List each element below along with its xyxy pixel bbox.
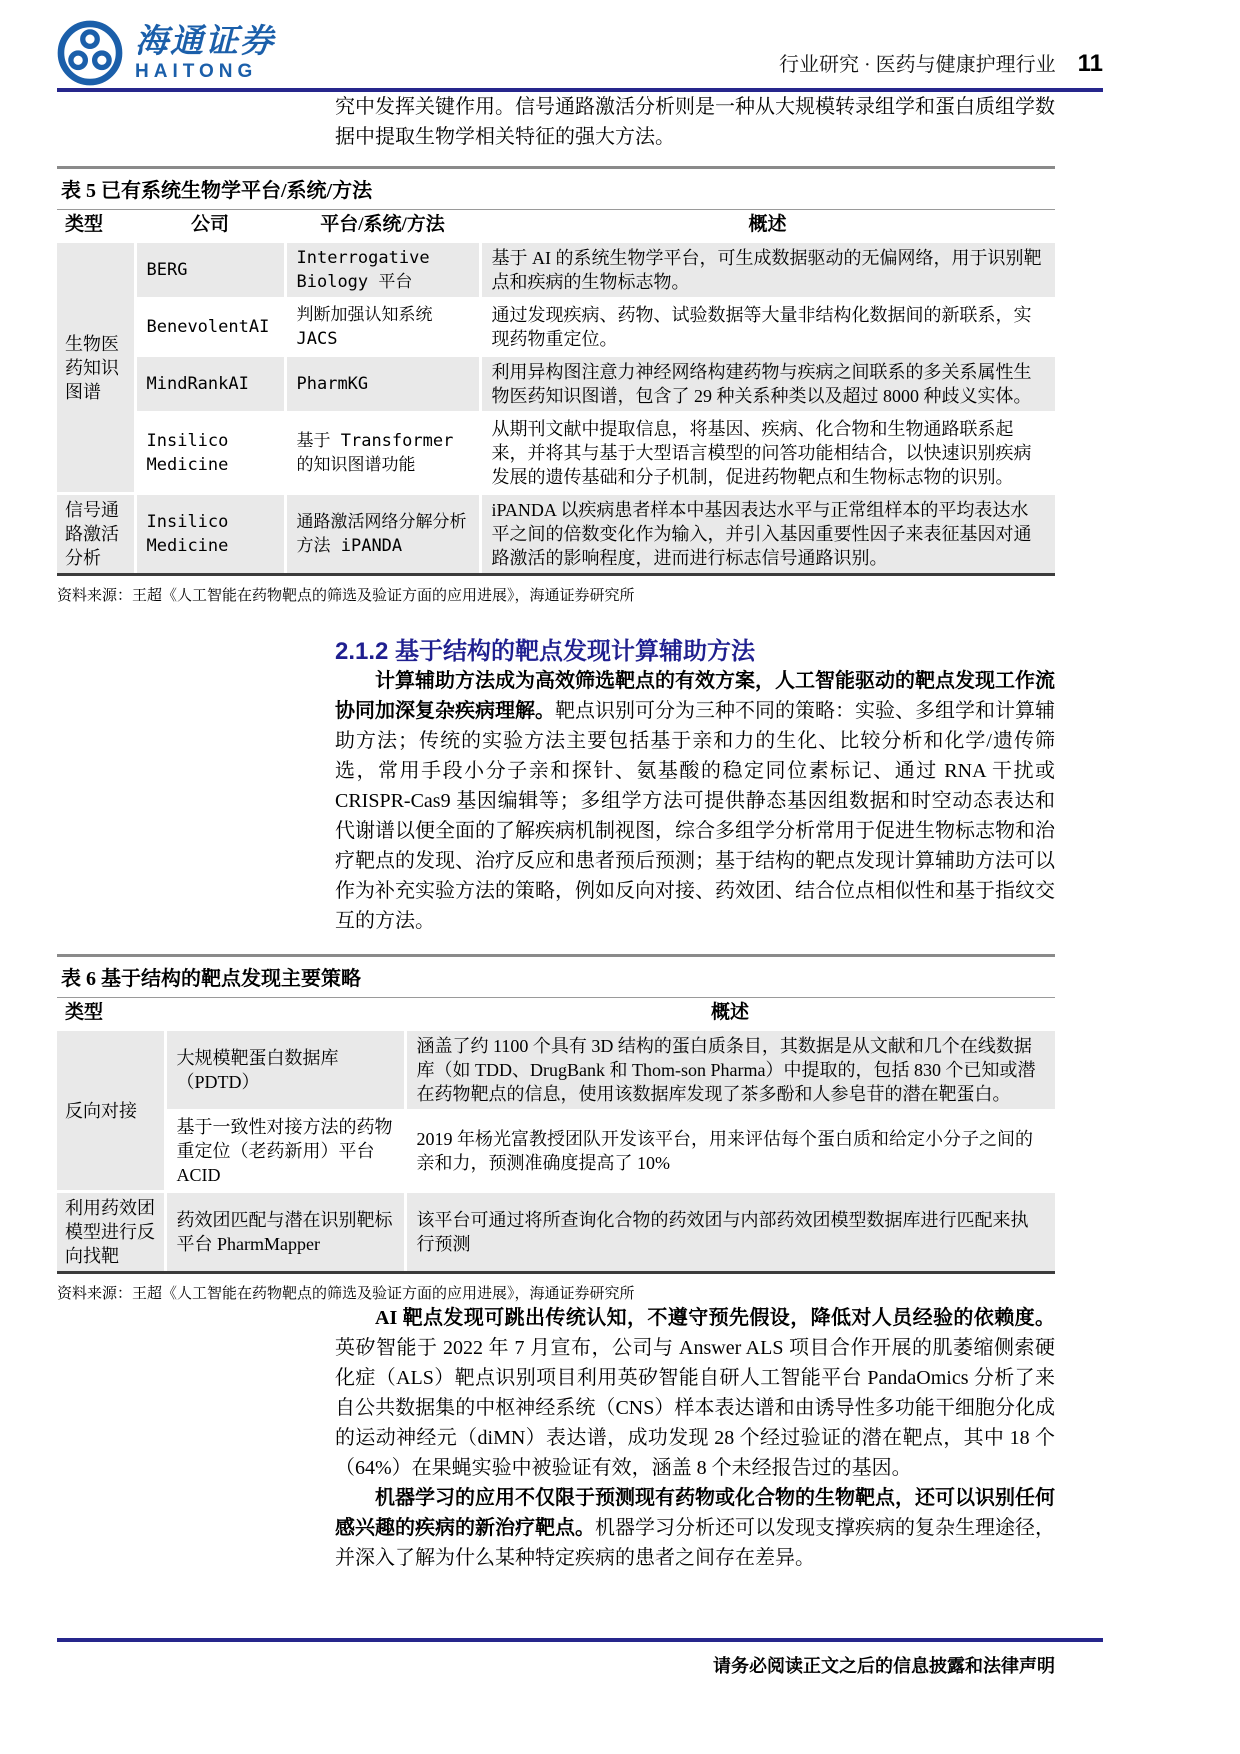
column-header-type: 类型 <box>57 210 135 242</box>
table6-title: 表 6 基于结构的靶点发现主要策略 <box>57 957 1055 998</box>
cell-company: MindRankAI <box>135 356 285 413</box>
cell-platform: Interrogative Biology 平台 <box>285 242 480 299</box>
table-row <box>57 1111 1055 1192</box>
cell-platform: 药效团匹配与潜在识别靶标平台 PharmMapper <box>165 1192 405 1272</box>
table-5 <box>57 210 1055 573</box>
cell-platform: 大规模靶蛋白数据库（PDTD） <box>165 1030 405 1111</box>
cell-overview: 涵盖了约 1100 个具有 3D 结构的蛋白质条目，其数据是从文献和几个在线数据库（如 TDD、DrugBank 和 Thom-son Pharma）中提取的，包括 830 个已知或潜在药物靶点的信息，使用该数据库发现了茶多酚和人参皂苷的潜在靶蛋白。 <box>405 1030 1055 1111</box>
haitong-logo-icon <box>57 20 123 86</box>
logo-chinese-name: 海通证券 <box>135 23 275 60</box>
table-row <box>57 494 1055 574</box>
table-6 <box>57 998 1055 1271</box>
paragraph-3-rest: 机器学习分析还可以发现支撑疾病的复杂生理途径，并深入了解为什么某种特定疾病的患者之间存在差异。 <box>335 1517 1055 1569</box>
section-heading: 2.1.2 基于结构的靶点发现计算辅助方法 <box>335 638 756 665</box>
cell-overview: iPANDA 以疾病患者样本中基因表达水平与正常组样本的平均表达水平之间的倍数变化作为输入，并引入基因重要性因子来表征基因对通路激活的影响程度，进而进行标志信号通路识别。 <box>480 494 1055 574</box>
intro-paragraph: 究中发挥关键作用。信号通路激活分析则是一种从大规模转录组学和蛋白质组学数据中提取生物学相关特征的强大方法。 <box>335 96 1055 148</box>
cell-overview: 2019 年杨光富教授团队开发该平台，用来评估每个蛋白质和给定小分子之间的亲和力，预测准确度提高了 10% <box>405 1111 1055 1192</box>
table5-source: 资料来源：王超《人工智能在药物靶点的筛选及验证方面的应用进展》，海通证券研究所 <box>57 588 635 604</box>
page-header <box>0 0 1240 86</box>
cell-type: 信号通路激活分析 <box>57 494 135 574</box>
paragraph-1-bold: 计算辅助方法成为高效筛选靶点的有效方案，人工智能驱动的靶点发现工作流协同加深复杂疾病理解。 <box>335 670 1055 722</box>
cell-company: BenevolentAI <box>135 299 285 356</box>
table-row <box>57 356 1055 413</box>
column-header-platform: 平台/系统/方法 <box>285 210 480 242</box>
paragraph-2 <box>335 1303 1055 1483</box>
cell-platform: 基于 Transformer 的知识图谱功能 <box>285 413 480 494</box>
table-row <box>57 242 1055 299</box>
table6-block <box>57 954 1055 1274</box>
paragraph-3 <box>335 1483 1055 1573</box>
cell-platform: 基于一致性对接方法的药物重定位（老药新用）平台 ACID <box>165 1111 405 1192</box>
column-header-company: 公司 <box>135 210 285 242</box>
table-row <box>57 1192 1055 1272</box>
table-row <box>57 299 1055 356</box>
cell-overview: 该平台可通过将所查询化合物的药效团与内部药效团模型数据库进行匹配来执行预测 <box>405 1192 1055 1272</box>
cell-type: 生物医药知识图谱 <box>57 242 135 494</box>
cell-company: BERG <box>135 242 285 299</box>
cell-platform: PharmKG <box>285 356 480 413</box>
cell-company: Insilico Medicine <box>135 413 285 494</box>
table5-block <box>57 166 1055 576</box>
paragraph-2-bold: AI 靶点发现可跳出传统认知，不遵守预先假设，降低对人员经验的依赖度。 <box>375 1307 1055 1329</box>
cell-overview: 基于 AI 的系统生物学平台，可生成数据驱动的无偏网络，用于识别靶点和疾病的生物标志物。 <box>480 242 1055 299</box>
footer-disclaimer: 请务必阅读正文之后的信息披露和法律声明 <box>713 1656 1055 1676</box>
column-header-empty <box>165 998 405 1030</box>
paragraph-1-rest: 靶点识别可分为三种不同的策略：实验、多组学和计算辅助方法；传统的实验方法主要包括基于亲和力的生化、比较分析和化学/遗传筛选，常用手段小分子亲和探针、氨基酸的稳定同位素标记、通过 RNA 干扰或 CRISPR-Cas9 基因编辑等；多组学方法可提供静态基因组数据和时空动态表达和代谢谱以便全面的了解疾病机制视图，综合多组学分析常用于促进生物标志物和治疗靶点的发现、治疗反应和患者预后预测；基于结构的靶点发现计算辅助方法可以作为补充实验方法的策略，例如反向对接、药效团、结合位点相似性和基于指纹交互的方法。 <box>335 700 1055 932</box>
cell-platform: 判断加强认知系统 JACS <box>285 299 480 356</box>
paragraph-1 <box>335 666 1055 936</box>
table5-title: 表 5 已有系统生物学平台/系统/方法 <box>57 169 1055 210</box>
table-row <box>57 1030 1055 1111</box>
cell-overview: 通过发现疾病、药物、试验数据等大量非结构化数据间的新联系，实现药物重定位。 <box>480 299 1055 356</box>
footer-rule <box>57 1638 1103 1642</box>
table6-source: 资料来源：王超《人工智能在药物靶点的筛选及验证方面的应用进展》，海通证券研究所 <box>57 1286 635 1302</box>
industry-category: 行业研究 · 医药与健康护理行业 <box>778 54 1056 76</box>
page-number: 11 <box>1077 50 1103 77</box>
haitong-logo <box>57 20 275 86</box>
paragraph-3-bold: 机器学习的应用不仅限于预测现有药物或化合物的生物靶点，还可以识别任何感兴趣的疾病的新治疗靶点。 <box>335 1487 1055 1539</box>
cell-company: Insilico Medicine <box>135 494 285 574</box>
column-header-overview: 概述 <box>405 998 1055 1030</box>
paragraph-2-rest: 英矽智能于 2022 年 7 月宣布，公司与 Answer ALS 项目合作开展的肌萎缩侧索硬化症（ALS）靶点识别项目利用英矽智能自研人工智能平台 PandaOmics 分析了来自公共数据集的中枢神经系统（CNS）样本表达谱和由诱导性多功能干细胞分化成的运动神经元（diMN）表达谱，成功发现 28 个经过验证的潜在靶点，其中 18 个（64%）在果蝇实验中被验证有效，涵盖 8 个未经报告过的基因。 <box>335 1337 1055 1479</box>
table-row <box>57 413 1055 494</box>
cell-type: 利用药效团模型进行反向找靶 <box>57 1192 165 1272</box>
cell-type: 反向对接 <box>57 1030 165 1192</box>
logo-latin-name: HAITONG <box>135 60 258 82</box>
cell-platform: 通路激活网络分解分析方法 iPANDA <box>285 494 480 574</box>
column-header-overview: 概述 <box>480 210 1055 242</box>
cell-overview: 从期刊文献中提取信息，将基因、疾病、化合物和生物通路联系起来，并将其与基于大型语言模型的问答功能相结合，以快速识别疾病发展的遗传基础和分子机制，促进药物靶点和生物标志物的识别。 <box>480 413 1055 494</box>
column-header-type: 类型 <box>57 998 165 1030</box>
cell-overview: 利用异构图注意力神经网络构建药物与疾病之间联系的多关系属性生物医药知识图谱，包含了 29 种关系种类以及超过 8000 种歧义实体。 <box>480 356 1055 413</box>
